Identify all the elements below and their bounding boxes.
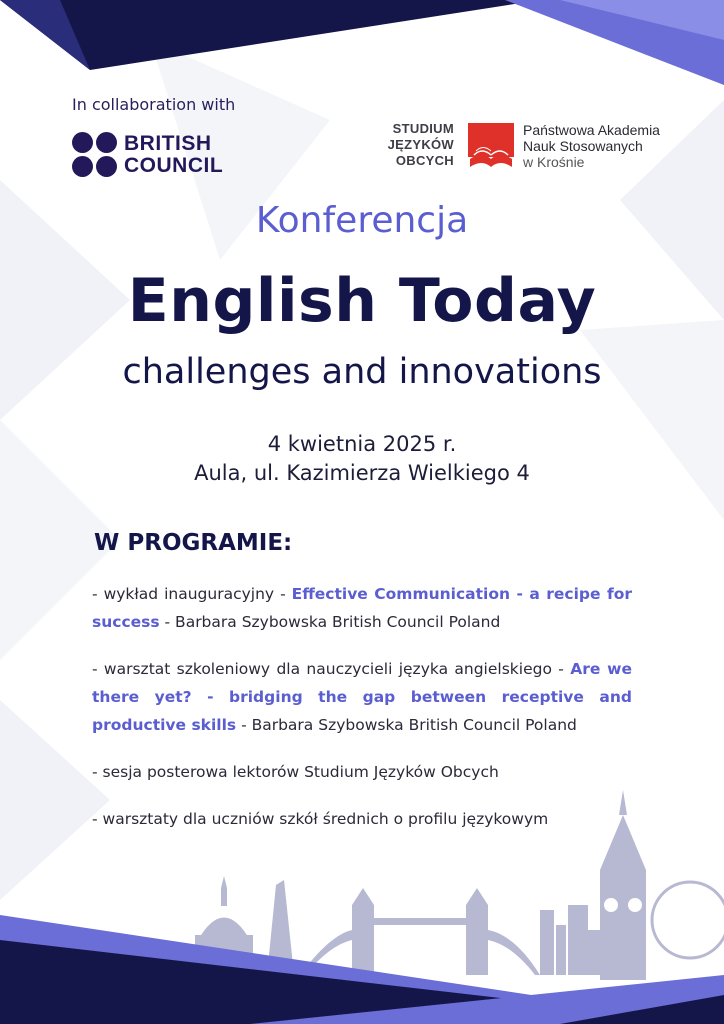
sjo-line-3: OBCYCH	[395, 153, 454, 168]
pans-logo-text	[523, 122, 660, 170]
program-item-2-suffix: - Barbara Szybowska British Council Poland	[236, 716, 577, 734]
program-heading: W PROGRAMIE:	[94, 530, 293, 556]
event-title: English Today	[127, 266, 597, 336]
event-date: 4 kwietnia 2025 r.	[267, 432, 457, 456]
open-book-icon	[466, 121, 516, 171]
event-venue: Aula, ul. Kazimierza Wielkiego 4	[194, 461, 530, 485]
event-kicker: Konferencja	[255, 200, 469, 241]
program-item-1-prefix: - wykład inauguracyjny -	[92, 585, 292, 603]
pans-line-1: Państwowa Akademia	[523, 122, 660, 138]
program-item-2	[92, 655, 632, 739]
program-list	[92, 580, 632, 833]
program-item-1-suffix: - Barbara Szybowska British Council Poland	[159, 613, 501, 631]
program-item-4: - warsztaty dla uczniów szkół średnich o profilu językowym	[92, 810, 549, 828]
event-date-venue	[0, 430, 724, 488]
sjo-line-2: JĘZYKÓW	[387, 137, 454, 152]
program-item-1	[92, 580, 632, 636]
collaboration-label: In collaboration with	[72, 95, 236, 114]
program-item-1-highlight: Effective Communication - a recipe for success	[92, 585, 632, 631]
sjo-logo	[376, 121, 454, 169]
british-council-wordmark	[124, 133, 223, 177]
sjo-line-1: STUDIUM	[392, 121, 454, 136]
pans-line-3: w Krośnie	[523, 154, 585, 170]
bc-line-1: BRITISH	[124, 132, 212, 155]
bc-line-2: COUNCIL	[124, 154, 224, 177]
pans-line-2: Nauk Stosowanych	[523, 138, 643, 154]
program-item-2-prefix: - warsztat szkoleniowy dla nauczycieli języka angielskiego -	[92, 660, 571, 678]
event-subtitle: challenges and innovations	[122, 352, 602, 392]
program-item-3: - sesja posterowa lektorów Studium Języków Obcych	[92, 763, 499, 781]
british-council-dots-icon	[72, 132, 118, 178]
british-council-logo	[72, 132, 242, 180]
program-item-2-highlight: Are we there yet? - bridging the gap between receptive and productive skills	[92, 660, 632, 734]
